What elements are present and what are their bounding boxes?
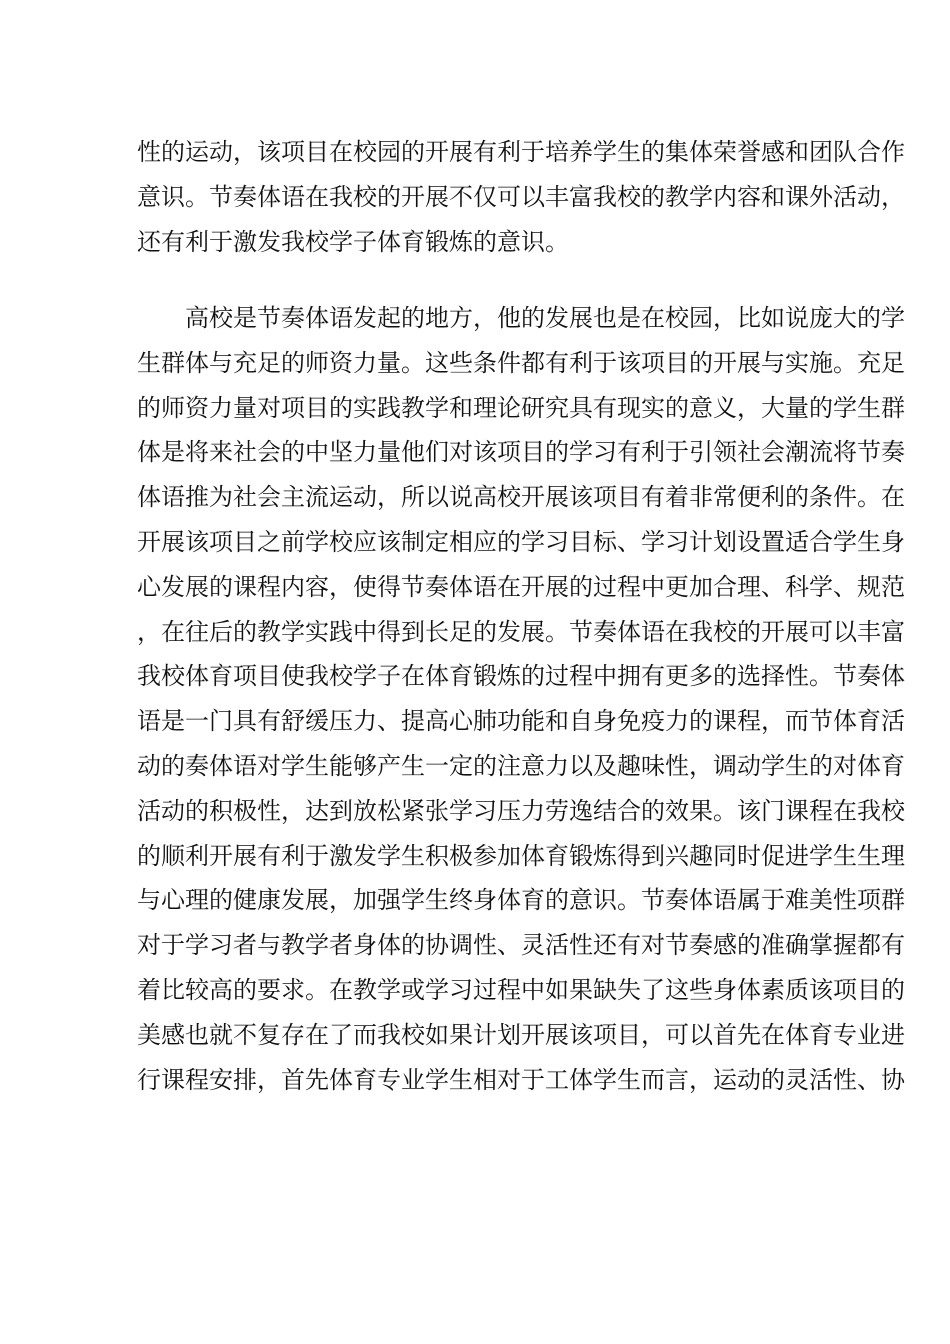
text-line: 体语推为社会主流运动，所以说高校开展该项目有着非常便利的条件。在 [137, 483, 905, 512]
text-line: 开展该项目之前学校应该制定相应的学习目标、学习计划设置适合学生身 [137, 527, 905, 556]
text-line: 高校是节奏体语发起的地方，他的发展也是在校园，比如说庞大的学 [137, 304, 905, 332]
text-line: ，在往后的教学实践中得到长足的发展。节奏体语在我校的开展可以丰富 [137, 617, 905, 646]
text-line: 生群体与充足的师资力量。这些条件都有利于该项目的开展与实施。充足 [137, 348, 905, 377]
text-line: 着比较高的要求。在教学或学习过程中如果缺失了这些身体素质该项目的 [137, 975, 905, 1004]
text-line: 与心理的健康发展，加强学生终身体育的意识。节奏体语属于难美性项群 [137, 886, 905, 915]
text-line: 语是一门具有舒缓压力、提高心肺功能和自身免疫力的课程，而节体育活 [137, 707, 905, 736]
text-line: 行课程安排，首先体育专业学生相对于工体学生而言，运动的灵活性、协 [137, 1065, 905, 1094]
text-line: 的顺利开展有利于激发学生积极参加体育锻炼得到兴趣同时促进学生生理 [137, 841, 905, 870]
text-line: 性的运动，该项目在校园的开展有利于培养学生的集体荣誉感和团队合作 [137, 138, 905, 166]
text-line: 活动的积极性，达到放松紧张学习压力劳逸结合的效果。该门课程在我校 [137, 796, 905, 825]
text-line: 美感也就不复存在了而我校如果计划开展该项目，可以首先在体育专业进 [137, 1020, 905, 1049]
text-line: 对于学习者与教学者身体的协调性、灵活性还有对节奏感的准确掌握都有 [137, 931, 905, 960]
text-line: 心发展的课程内容，使得节奏体语在开展的过程中更加合理、科学、规范 [137, 572, 905, 601]
paragraph-2 [137, 296, 905, 1102]
paragraph-1 [137, 130, 905, 264]
text-line: 动的奏体语对学生能够产生一定的注意力以及趣味性，调动学生的对体育 [137, 751, 905, 780]
text-line: 体是将来社会的中坚力量他们对该项目的学习有利于引领社会潮流将节奏 [137, 438, 905, 467]
text-line: 意识。节奏体语在我校的开展不仅可以丰富我校的教学内容和课外活动， [137, 182, 905, 211]
text-line: 的师资力量对项目的实践教学和理论研究具有现实的意义，大量的学生群 [137, 393, 905, 422]
text-line: 我校体育项目使我校学子在体育锻炼的过程中拥有更多的选择性。节奏体 [137, 662, 905, 691]
text-line: 还有利于激发我校学子体育锻炼的意识。 [137, 227, 569, 256]
